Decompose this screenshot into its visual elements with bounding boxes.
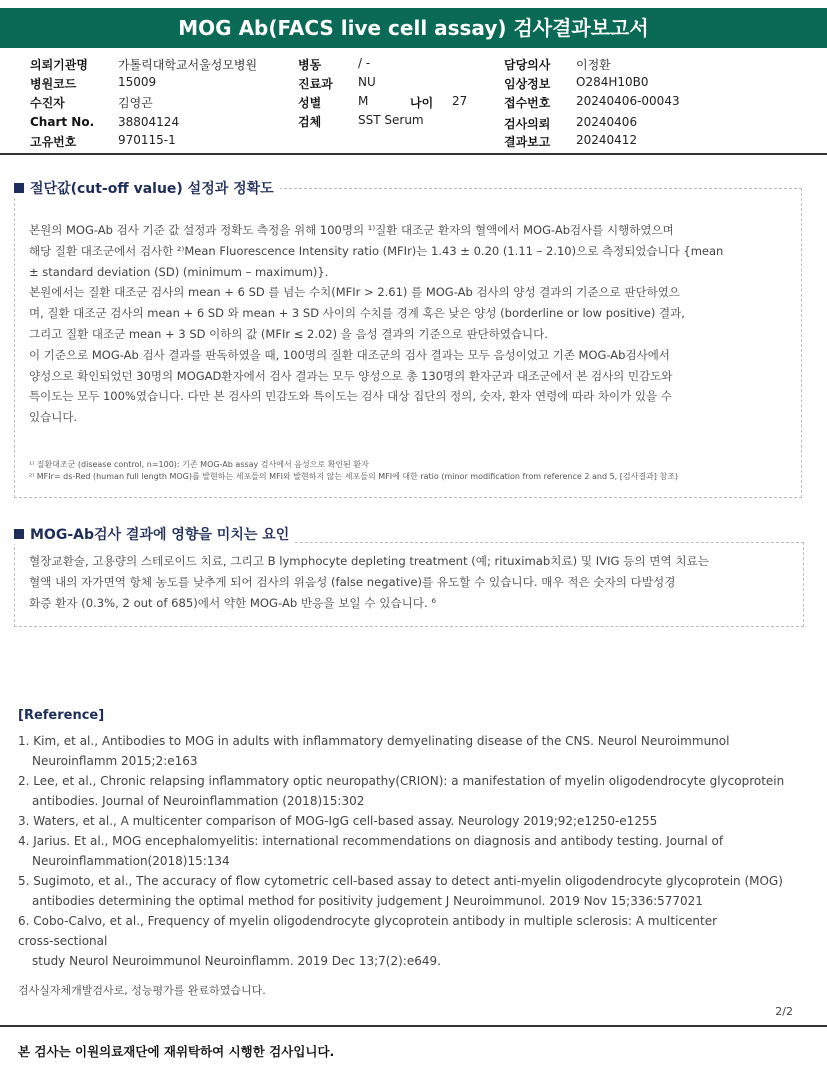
request-value: 20240406 xyxy=(576,115,638,129)
chart-label: Chart No. xyxy=(30,115,95,129)
reference-list xyxy=(18,731,808,971)
age-label: 나이 xyxy=(410,96,434,110)
hospital-label: 의뢰기관명 xyxy=(30,58,88,72)
reference-item: 6. Cobo-Calvo, et al., Frequency of myelin oligodendrocyte glycoprotein antibody in multiple sclerosis: A multicenter xyxy=(18,914,718,928)
page-number: 2/2 xyxy=(775,1005,793,1018)
factors-section-title: MOG-Ab검사 결과에 영향을 미치는 요인 xyxy=(14,524,295,544)
patient-label: 수진자 xyxy=(30,96,65,110)
reference-item: 3. Waters, et al., A multicenter comparison of MOG-IgG cell-based assay. Neurology 2019;92;e1250-e1255 xyxy=(18,814,658,828)
doctor-label: 담당의사 xyxy=(504,58,551,72)
id-label: 고유번호 xyxy=(30,135,77,149)
header-divider xyxy=(0,153,827,155)
cutoff-section-title: 절단값(cut-off value) 설정과 정확도 xyxy=(14,178,280,198)
section-square-icon xyxy=(14,529,24,539)
reference-title: [Reference] xyxy=(18,708,105,723)
ward-value: / - xyxy=(358,56,371,70)
footer-divider xyxy=(0,1025,827,1027)
sex-label: 성별 xyxy=(298,96,322,110)
doctor-value: 이정환 xyxy=(576,58,611,72)
reference-item: 5. Sugimoto, et al., The accuracy of flow cytometric cell-based assay to detect anti-myelin oligodendrocyte glycoprotein (MOG) xyxy=(18,874,783,888)
reference-item: study Neurol Neuroimmunol Neuroinflamm. 2019 Dec 13;7(2):e649. xyxy=(32,954,441,968)
report-value: 20240412 xyxy=(576,133,638,147)
code-label: 병원코드 xyxy=(30,77,77,91)
reference-item: 1. Kim, et al., Antibodies to MOG in adults with inflammatory demyelinating disease of the CNS. Neurol Neuroimmunol xyxy=(18,734,730,748)
footnote-1: ¹⁾ 질환대조군 (disease control, n=100): 기존 MOG-Ab assay 검사에서 음성으로 확인된 환자 xyxy=(29,460,369,469)
id-value: 970115-1 xyxy=(118,133,176,147)
hospital-value: 가톨릭대학교서울성모병원 xyxy=(118,58,258,72)
cutoff-paragraph: 본원의 MOG-Ab 검사 기준 값 설정과 정확도 측정을 위해 100명의 ¹⁾질환 대조군 환자의 혈액에서 MOG-Ab검사를 시행하였으며 해당 질환 대조군에서 검사한 ²⁾Mean Fluorescence Intensity ratio (MFIr)는 1.43 ± 0.20 (1.11 – 2.10)으로 측정되었습니다 {mean ± standard deviation (SD) (minimum – maximum)}. 본원에서는 질환 대조군 검사의 mean + 6 SD 를 넘는 수치(MFIr > 2.61) 를 MOG-Ab 검사의 양성 결과의 기준으로 판단하였으 며, 질환 대조군 검사의 mean + 6 SD 와 mean + 3 SD 사이의 수치를 경계 혹은 낮은 양성 (borderline or low positive) 결과, 그리고 질환 대조군 mean + 3 SD 이하의 값 (MFIr ≤ 2.02) 을 음성 결과의 기준으로 판단하였습니다. 이 기준으로 MOG-Ab 검사 결과를 판독하였을 때, 100명의 질환 대조군의 검사 결과는 모두 음성이었고 기존 MOG-Ab검사에서 양성으로 확인되었던 30명의 MOGAD환자에서 검사 결과는 모두 양성으로 총 130명의 환자군과 대조군에서 본 검사의 민감도와 특이도는 모두 100%였습니다. 다만 본 검사의 민감도와 특이도는 검사 대상 집단의 정의, 숫자, 환자 연령에 따라 차이가 있을 수 있습니다. xyxy=(29,223,724,425)
patient-value: 김영곤 xyxy=(118,96,153,110)
ward-label: 병동 xyxy=(298,58,322,72)
validation-note: 검사실자체개발검사로, 성능평가를 완료하였습니다. xyxy=(18,984,266,997)
footer-note: 본 검사는 이원의료재단에 재위탁하여 시행한 검사입니다. xyxy=(18,1044,335,1059)
dept-value: NU xyxy=(358,75,376,89)
reference-item: Neuroinflammation(2018)15:134 xyxy=(32,854,230,868)
clinical-label: 임상정보 xyxy=(504,77,551,91)
age-value: 27 xyxy=(452,94,468,108)
report-label: 결과보고 xyxy=(504,135,551,149)
reference-item: 4. Jarius. Et al., MOG encephalomyelitis: international recommendations on diagnosis and antibody testing. Journal of xyxy=(18,834,724,848)
receipt-value: 20240406-00043 xyxy=(576,94,680,108)
reference-item: 2. Lee, et al., Chronic relapsing inflammatory optic neuropathy(CRION): a manifestation of myelin oligodendrocyte glycoprotein xyxy=(18,774,785,788)
reference-item: antibodies. Journal of Neuroinflammation (2018)15:302 xyxy=(32,794,365,808)
clinical-value: O284H10B0 xyxy=(576,75,649,89)
reference-item: Neuroinflamm 2015;2:e163 xyxy=(32,754,198,768)
reference-item: cross-sectional xyxy=(18,934,108,948)
dept-label: 진료과 xyxy=(298,77,333,91)
request-label: 검사의뢰 xyxy=(504,117,551,131)
specimen-value: SST Serum xyxy=(358,113,424,127)
reference-item: antibodies determining the optimal method for positivity judgement J Neuroimmunol. 2019 Nov 15;336:577021 xyxy=(32,894,703,908)
report-title: MOG Ab(FACS live cell assay) 검사결과보고서 xyxy=(0,8,827,48)
patient-info-block xyxy=(0,54,827,150)
section-square-icon xyxy=(14,183,24,193)
code-value: 15009 xyxy=(118,75,157,89)
sex-value: M xyxy=(358,94,369,108)
specimen-label: 검체 xyxy=(298,115,322,129)
receipt-label: 접수번호 xyxy=(504,96,551,110)
footnote-2: ²⁾ MFIr= ds-Red (human full length MOG)를 발현하는 세포들의 MFI와 발현하지 않는 세포들의 MFI에 대한 ratio (minor modification from reference 2 and 5, [검사결과] 참조) xyxy=(29,472,679,481)
chart-value: 38804124 xyxy=(118,115,180,129)
factors-paragraph: 혈장교환술, 고용량의 스테로이드 치료, 그리고 B lymphocyte depleting treatment (예; rituximab치료) 및 IVIG 등의 면역 치료는 혈액 내의 자가면역 항체 농도를 낮추게 되어 검사의 위음성 (false negative)를 유도할 수 있습니다. 매우 적은 숫자의 다발성경 화증 환자 (0.3%, 2 out of 685)에서 약한 MOG-Ab 반응을 보일 수 있습니다. ⁶ xyxy=(29,554,709,610)
